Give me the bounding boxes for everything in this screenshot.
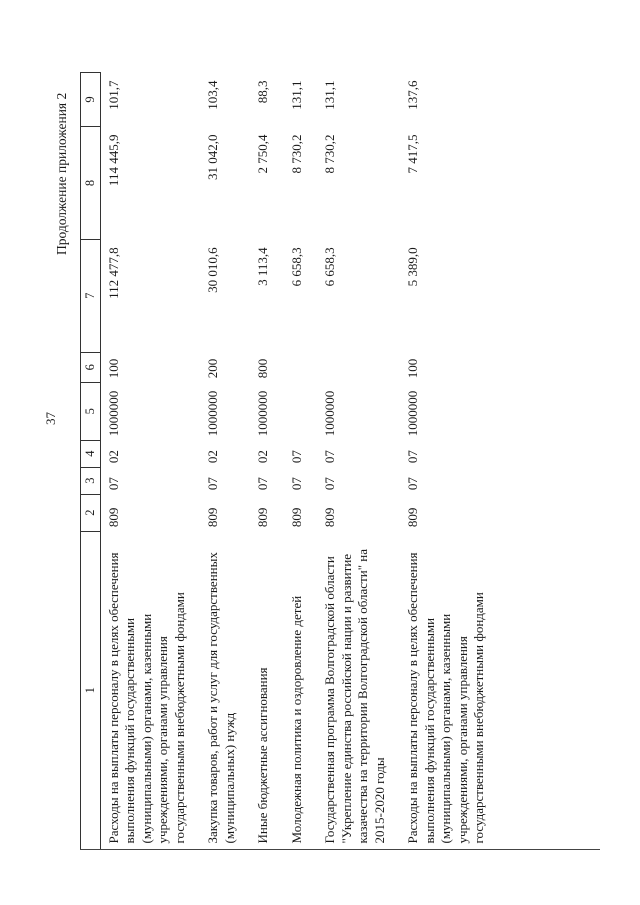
header-cell-5: 5 bbox=[81, 382, 101, 440]
table-row bbox=[200, 73, 250, 850]
header-cell-6: 6 bbox=[81, 352, 101, 382]
page-number: 37 bbox=[43, 412, 58, 425]
cell-fact: 8 730,2 bbox=[288, 134, 304, 174]
cell-target: 1000000 bbox=[405, 390, 420, 437]
cell-target bbox=[284, 382, 318, 440]
cell-chapter: 809 bbox=[255, 507, 270, 528]
cell-type: 100 bbox=[105, 358, 121, 379]
cell-subsection: 02 bbox=[255, 450, 270, 464]
table-left-border bbox=[80, 849, 600, 850]
table-row bbox=[100, 73, 200, 850]
cell-target: 1000000 bbox=[322, 390, 337, 437]
cell-plan: 112 477,8 bbox=[105, 247, 121, 299]
cell-percent: 88,3 bbox=[255, 80, 270, 104]
cell-type: 100 bbox=[405, 358, 420, 379]
cell-percent: 137,6 bbox=[405, 80, 420, 110]
header-cell-3: 3 bbox=[81, 467, 101, 494]
header-cell-1: 1 bbox=[81, 531, 101, 849]
cell-percent: 131,1 bbox=[288, 80, 304, 110]
header-cell-4: 4 bbox=[81, 440, 101, 467]
table-row bbox=[284, 73, 318, 850]
row-name: Молодежная политика и оздоровление детей bbox=[288, 595, 304, 844]
cell-chapter: 809 bbox=[205, 507, 220, 528]
table-row bbox=[250, 73, 284, 850]
cell-section: 07 bbox=[255, 477, 270, 491]
cell-subsection: 02 bbox=[205, 450, 220, 464]
continuation-caption: Продолжение приложения 2 bbox=[54, 92, 69, 255]
table-header-row bbox=[81, 73, 101, 850]
cell-section: 07 bbox=[205, 477, 220, 491]
cell-target: 1000000 bbox=[105, 390, 121, 437]
cell-fact: 31 042,0 bbox=[205, 134, 220, 181]
cell-type: 800 bbox=[255, 358, 270, 379]
appendix-table bbox=[80, 72, 500, 850]
header-cell-8: 8 bbox=[81, 127, 101, 240]
cell-section: 07 bbox=[405, 477, 420, 491]
cell-plan: 30 010,6 bbox=[205, 247, 220, 293]
cell-chapter: 809 bbox=[105, 507, 121, 528]
header-cell-9: 9 bbox=[81, 73, 101, 127]
cell-fact: 2 750,4 bbox=[255, 134, 270, 174]
cell-fact: 8 730,2 bbox=[322, 134, 337, 174]
cell-plan: 6 658,3 bbox=[288, 247, 304, 287]
table-row bbox=[400, 73, 500, 850]
row-name: Расходы на выплаты персоналу в целях обеспечения выполнения функций государственными (муниципальными) органами, казенными учреждениями, органами управления государственными внебюджетными фондами bbox=[405, 552, 486, 844]
cell-plan: 5 389,0 bbox=[405, 247, 420, 287]
cell-subsection: 07 bbox=[322, 450, 337, 464]
cell-subsection: 02 bbox=[105, 450, 121, 464]
cell-chapter: 809 bbox=[405, 507, 420, 528]
cell-subsection: 07 bbox=[405, 450, 420, 464]
cell-section: 07 bbox=[322, 477, 337, 491]
header-cell-2: 2 bbox=[81, 494, 101, 531]
cell-target: 1000000 bbox=[255, 390, 270, 437]
row-name: Закупка товаров, работ и услуг для государственных (муниципальных) нужд bbox=[205, 552, 237, 844]
cell-percent: 131,1 bbox=[322, 80, 337, 110]
cell-target: 1000000 bbox=[205, 390, 220, 437]
cell-type: 200 bbox=[205, 358, 220, 379]
cell-chapter: 809 bbox=[288, 507, 304, 528]
cell-percent: 101,7 bbox=[105, 80, 121, 110]
cell-chapter: 809 bbox=[322, 507, 337, 528]
cell-fact: 114 445,9 bbox=[105, 134, 121, 187]
cell-percent: 103,4 bbox=[205, 80, 220, 110]
cell-plan: 6 658,3 bbox=[322, 247, 337, 287]
rotated-content bbox=[40, 60, 600, 870]
header-cell-7: 7 bbox=[81, 239, 101, 352]
cell-type bbox=[284, 352, 318, 382]
cell-fact: 7 417,5 bbox=[405, 134, 420, 174]
row-name: Иные бюджетные ассигнования bbox=[255, 667, 270, 844]
cell-section: 07 bbox=[105, 477, 121, 491]
table-row bbox=[317, 73, 400, 850]
cell-type bbox=[317, 352, 400, 382]
row-name: Расходы на выплаты персоналу в целях обеспечения выполнения функций государственными (муниципальными) органами, казенными учреждениями, органами управления государственными внебюджетными фондами bbox=[105, 552, 187, 844]
cell-subsection: 07 bbox=[288, 450, 304, 464]
cell-plan: 3 113,4 bbox=[255, 247, 270, 286]
cell-section: 07 bbox=[288, 477, 304, 491]
row-name: Государственная программа Волгоградской области "Укрепление единства российской нации и развитие казачества на территории Волгоградской области" на 2015-2020 годы bbox=[322, 549, 387, 844]
